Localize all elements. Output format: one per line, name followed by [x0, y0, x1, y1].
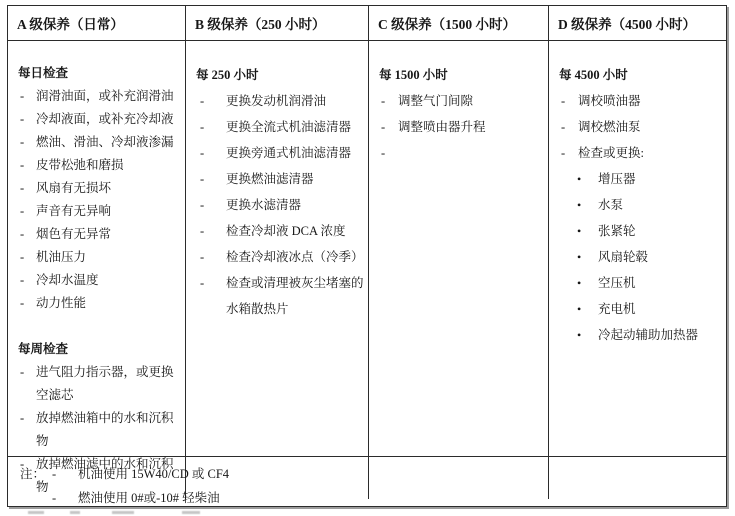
list-item	[18, 200, 181, 223]
section-title: 每周检查	[18, 342, 69, 356]
list-item-text: 调整气门间隙	[398, 94, 474, 108]
column-a-maintenance	[8, 6, 185, 499]
cutoff-text-fragment	[182, 511, 200, 514]
list-item-text: 风扇有无损坏	[36, 181, 112, 195]
list-item	[196, 218, 364, 244]
column-b-header: B 级保养（250 小时）	[186, 6, 368, 41]
bullet-marker: •	[577, 276, 582, 290]
list-item	[196, 88, 364, 114]
dash-marker: -	[200, 276, 205, 290]
list-item-text: 检查或更换:	[578, 146, 644, 160]
list-item-text: 检查或清理被灰尘堵塞的水箱散热片	[226, 276, 364, 316]
list-item-text: 放掉燃油箱中的水和沉积物	[36, 411, 174, 448]
list-item	[559, 270, 722, 296]
dash-marker: -	[200, 172, 205, 186]
bullet-marker: •	[577, 250, 582, 264]
list-item-text: 增压器	[598, 172, 636, 186]
column-c-header: C 级保养（1500 小时）	[369, 6, 548, 41]
list-item	[196, 166, 364, 192]
dash-marker: -	[52, 467, 57, 481]
column-b-body	[186, 41, 368, 322]
list-item	[50, 462, 726, 486]
list-item	[379, 140, 544, 166]
dash-marker: -	[561, 146, 566, 160]
list-item	[18, 361, 181, 407]
bullet-marker: •	[577, 302, 582, 316]
column-c-maintenance	[368, 6, 548, 499]
list-item	[18, 131, 181, 154]
bullet-marker: •	[577, 224, 582, 238]
list-item-text: 更换全流式机油滤清器	[226, 120, 352, 134]
list-item	[559, 244, 722, 270]
column-a-header: A 级保养（日常）	[8, 6, 185, 41]
list-item	[18, 407, 181, 453]
dash-marker: -	[20, 204, 25, 218]
list-item-text: 机油压力	[36, 250, 87, 264]
dash-marker: -	[20, 112, 25, 126]
section-title: 每 1500 小时	[379, 68, 448, 82]
cutoff-text-fragment	[112, 511, 134, 514]
bullet-marker: •	[577, 328, 582, 342]
dash-marker: -	[561, 120, 566, 134]
list-item	[196, 114, 364, 140]
list-item-text: 冷却水温度	[36, 273, 99, 287]
column-d-maintenance	[548, 6, 726, 499]
dash-marker: -	[200, 224, 205, 238]
list-item	[50, 486, 726, 510]
list-item-text: 调整喷由器升程	[398, 120, 486, 134]
footnote-label: 注：	[20, 467, 46, 481]
list-item-text: 进气阻力指示器，或更换空滤芯	[36, 365, 174, 402]
list-item	[559, 114, 722, 140]
dash-marker: -	[20, 135, 25, 149]
dash-marker: -	[200, 120, 205, 134]
dash-marker: -	[200, 198, 205, 212]
dash-marker: -	[200, 146, 205, 160]
list-item	[559, 192, 722, 218]
dash-marker: -	[200, 250, 205, 264]
list-item	[379, 88, 544, 114]
list-item-text: 放掉燃油滤中的水和沉积物	[36, 457, 174, 494]
list-item-text: 烟色有无异常	[36, 227, 112, 241]
list-item	[196, 244, 364, 270]
section-title: 每 250 小时	[196, 68, 259, 82]
cutoff-text-fragment	[28, 511, 44, 514]
list-item-text: 检查冷却液冰点（冷季）	[226, 250, 364, 264]
list-item	[196, 140, 364, 166]
list-item-text: 润滑油面，或补充润滑油	[36, 89, 174, 103]
cutoff-text-fragment	[70, 511, 80, 514]
list-item-text: 动力性能	[36, 296, 87, 310]
list-item-text: 调校燃油泵	[578, 120, 641, 134]
column-b-maintenance	[185, 6, 368, 499]
list-item	[18, 154, 181, 177]
list-item	[559, 140, 722, 166]
dash-marker: -	[20, 273, 25, 287]
list-item	[18, 223, 181, 246]
list-item-text: 调校喷油器	[578, 94, 641, 108]
dash-marker: -	[52, 491, 57, 505]
list-item-text: 风扇轮毂	[598, 250, 649, 264]
footnote-row	[8, 456, 726, 510]
dash-marker: -	[20, 181, 25, 195]
list-item	[559, 218, 722, 244]
list-item	[196, 192, 364, 218]
list-item-text: 机油使用 15W40/CD 或 CF4	[78, 467, 230, 481]
list-item	[18, 177, 181, 200]
column-a-body	[8, 41, 185, 499]
list-item	[18, 246, 181, 269]
list-item	[559, 166, 722, 192]
list-item-text: 更换发动机润滑油	[226, 94, 327, 108]
dash-marker: -	[20, 411, 25, 425]
list-item	[196, 270, 364, 322]
list-item-text: 充电机	[598, 302, 636, 316]
column-d-body	[549, 41, 726, 348]
list-item-text: 水泵	[598, 198, 624, 212]
list-item-text: 燃油使用 0#或-10# 轻柴油	[78, 491, 220, 505]
list-item-text: 冷却液面，或补充冷却液	[36, 112, 174, 126]
list-item	[18, 269, 181, 292]
list-item	[559, 88, 722, 114]
list-item-text: 冷起动辅助加热器	[598, 328, 699, 342]
dash-marker: -	[20, 158, 25, 172]
list-item	[559, 322, 722, 348]
list-item	[18, 108, 181, 131]
column-c-body	[369, 41, 548, 166]
list-item-text: 声音有无异响	[36, 204, 112, 218]
list-item-text: 更换燃油滤清器	[226, 172, 314, 186]
maintenance-schedule-table	[7, 5, 727, 507]
list-item-text: 更换水滤清器	[226, 198, 302, 212]
dash-marker: -	[20, 296, 25, 310]
dash-marker: -	[20, 227, 25, 241]
dash-marker: -	[20, 89, 25, 103]
bullet-marker: •	[577, 172, 582, 186]
bullet-marker: •	[577, 198, 582, 212]
list-item-text: 检查冷却液 DCA 浓度	[226, 224, 346, 238]
section-title: 每 4500 小时	[559, 68, 628, 82]
list-item-text: 皮带松弛和磨损	[36, 158, 124, 172]
dash-marker: -	[200, 94, 205, 108]
list-item	[559, 296, 722, 322]
dash-marker: -	[381, 120, 386, 134]
list-item	[18, 85, 181, 108]
list-item-text: 张紧轮	[598, 224, 636, 238]
list-item	[379, 114, 544, 140]
column-d-header: D 级保养（4500 小时）	[549, 6, 726, 41]
dash-marker: -	[20, 250, 25, 264]
list-item-text: 燃油、滑油、冷却液渗漏	[36, 135, 174, 149]
dash-marker: -	[561, 94, 566, 108]
dash-marker: -	[381, 146, 386, 160]
list-item	[18, 292, 181, 315]
list-item-text: 更换旁通式机油滤清器	[226, 146, 352, 160]
dash-marker: -	[381, 94, 386, 108]
dash-marker: -	[20, 365, 25, 379]
section-title: 每日检查	[18, 66, 69, 80]
dash-marker: -	[20, 457, 25, 471]
list-item-text: 空压机	[598, 276, 636, 290]
footnote-items	[50, 462, 726, 510]
